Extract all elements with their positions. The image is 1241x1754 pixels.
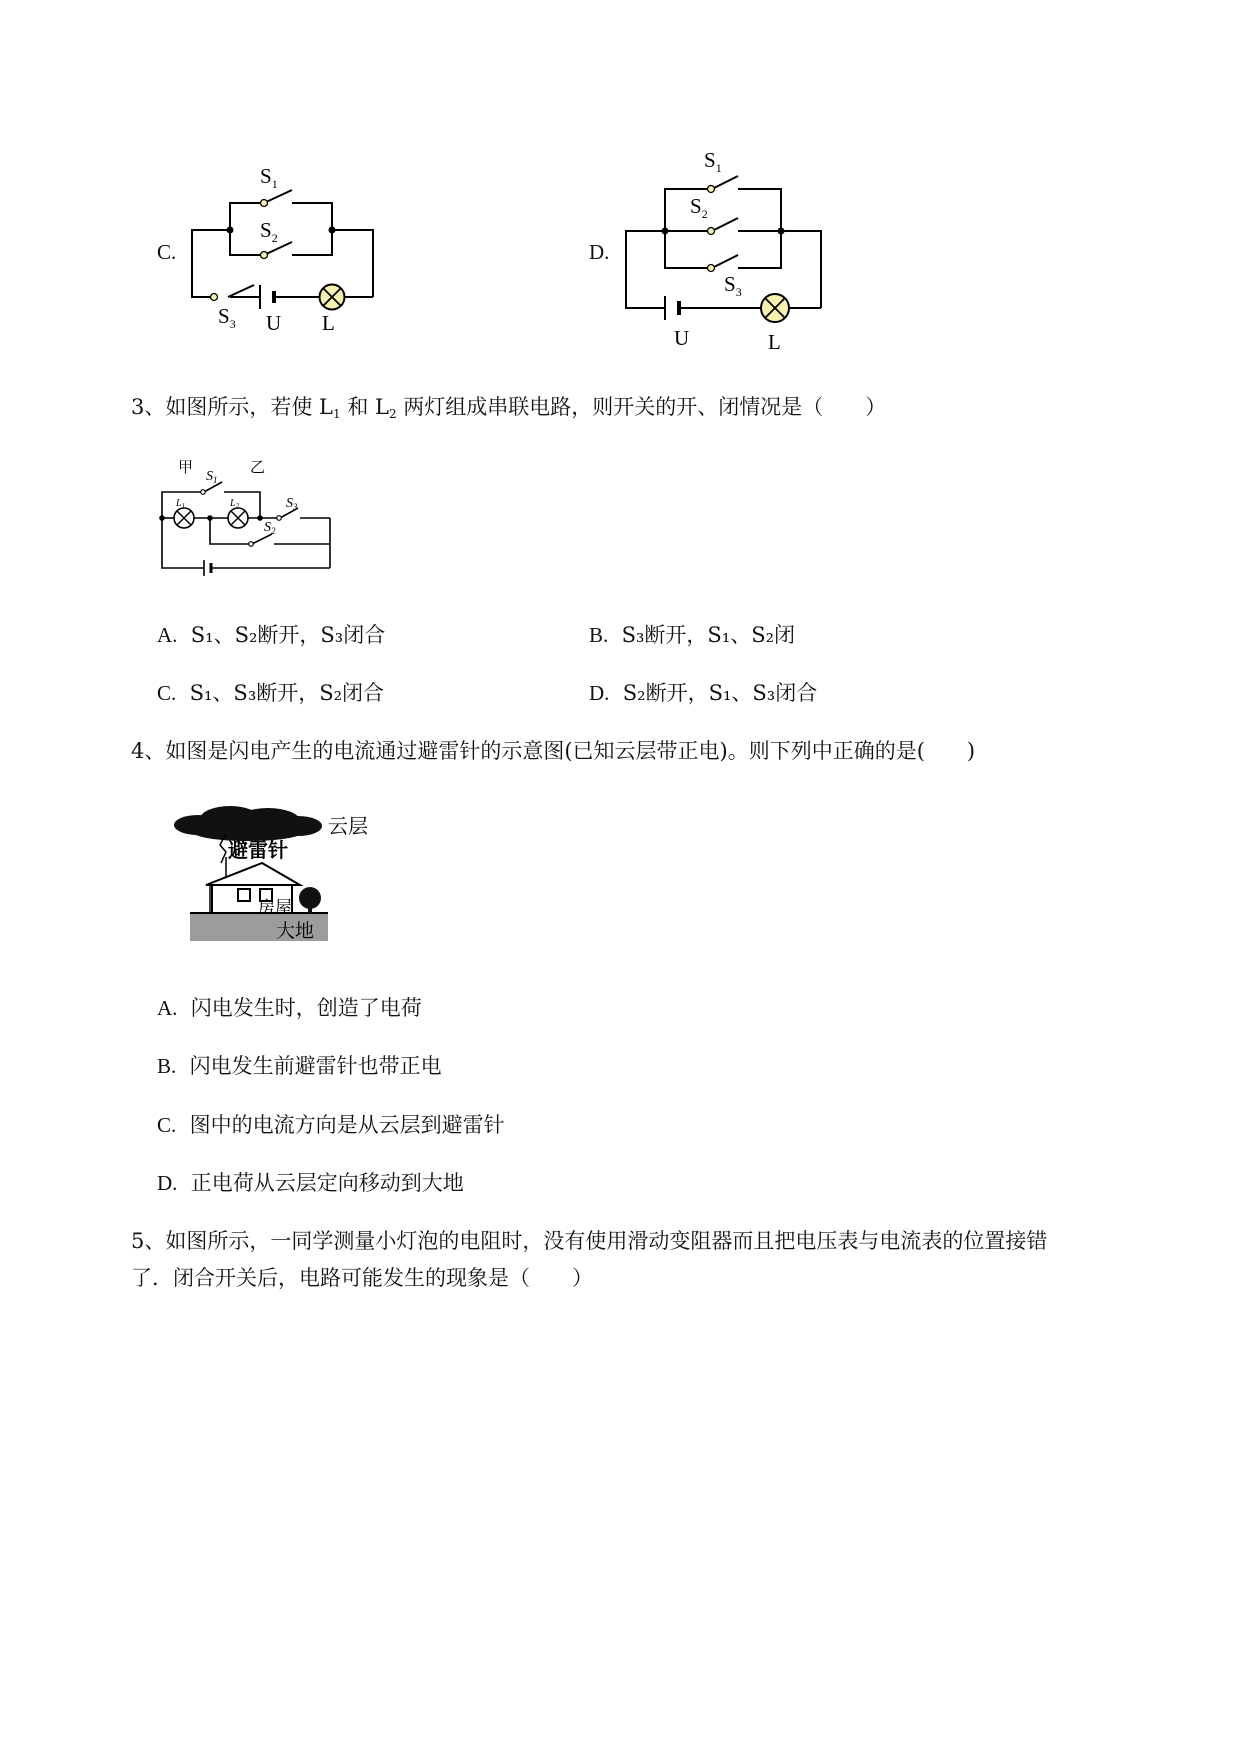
lamp-icon (761, 294, 789, 322)
q3-stem: 3、如图所示，若使 $L_1$ 和 $L_2$ 两灯组成串联电路，则开关的开、闭情况是（ ） (131, 395, 887, 421)
svg-text:L2: $L_2$ (230, 498, 240, 510)
q5-stem-line-2: 了．闭合开关后，电路可能发生的现象是（ ） (131, 1266, 593, 1290)
q4-option-a[interactable]: A. 闪电发生时，创造了电荷 (157, 996, 422, 1020)
q4-option-b[interactable]: B. 闪电发生前避雷针也带正电 (157, 1054, 442, 1078)
option-d-circuit-diagram (610, 145, 850, 360)
option-c-label: C. (157, 240, 177, 264)
svg-text:S2: $S_2$ (690, 194, 708, 221)
svg-text:L1: $L_1$ (176, 498, 186, 510)
lamp-l2-icon (228, 508, 248, 528)
q5-stem-line-1: 5、如图所示，一同学测量小灯泡的电阻时，没有使用滑动变阻器而且把电压表与电流表的位置接错 (131, 1229, 1048, 1253)
svg-text:甲: 甲 (178, 458, 194, 476)
q3-option-b[interactable]: B. S₃断开，S₁、S₂闭 (589, 623, 796, 647)
svg-text:S2: $S_2$ (260, 218, 278, 245)
q3-option-a[interactable]: A. S₁、S₂断开，S₃闭合 (157, 623, 386, 647)
svg-text:L: L (322, 311, 335, 335)
option-d-label: D. (589, 240, 610, 264)
svg-text:S1: $S_1$ (704, 148, 722, 175)
q4-option-d[interactable]: D. 正电荷从云层定向移动到大地 (157, 1171, 464, 1195)
svg-text:大地: 大地 (276, 920, 315, 942)
svg-text:U: U (266, 311, 282, 335)
q3-circuit-diagram (150, 452, 350, 582)
q3-option-d[interactable]: D. S₂断开，S₁、S₃闭合 (589, 681, 818, 705)
svg-text:S1: $S_1$ (206, 469, 218, 485)
svg-text:S1: $S_1$ (260, 164, 278, 191)
q4-option-c[interactable]: C. 图中的电流方向是从云层到避雷针 (157, 1113, 505, 1137)
svg-text:U: U (674, 326, 690, 350)
svg-text:乙: 乙 (250, 458, 266, 476)
svg-text:避雷针: 避雷针 (228, 838, 288, 862)
tree-shape (299, 887, 321, 913)
q3-option-c[interactable]: C. S₁、S₃断开，S₂闭合 (157, 681, 385, 705)
svg-text:房屋: 房屋 (258, 898, 292, 918)
svg-text:云层: 云层 (328, 814, 368, 838)
svg-text:S3: $S_3$ (286, 496, 298, 512)
svg-text:S2: $S_2$ (264, 520, 276, 536)
lamp-icon (320, 285, 345, 310)
option-c-circuit-diagram (180, 155, 390, 340)
svg-text:S3: $S_3$ (724, 272, 742, 299)
q4-stem: 4、如图是闪电产生的电流通过避雷针的示意图(已知云层带正电)。则下列中正确的是( ) (131, 739, 976, 763)
svg-text:L: L (768, 330, 781, 354)
q4-lightning-rod-figure (170, 805, 385, 945)
svg-text:S3: $S_3$ (218, 304, 236, 331)
lamp-l1-icon (174, 508, 194, 528)
cloud-shape (174, 806, 322, 841)
